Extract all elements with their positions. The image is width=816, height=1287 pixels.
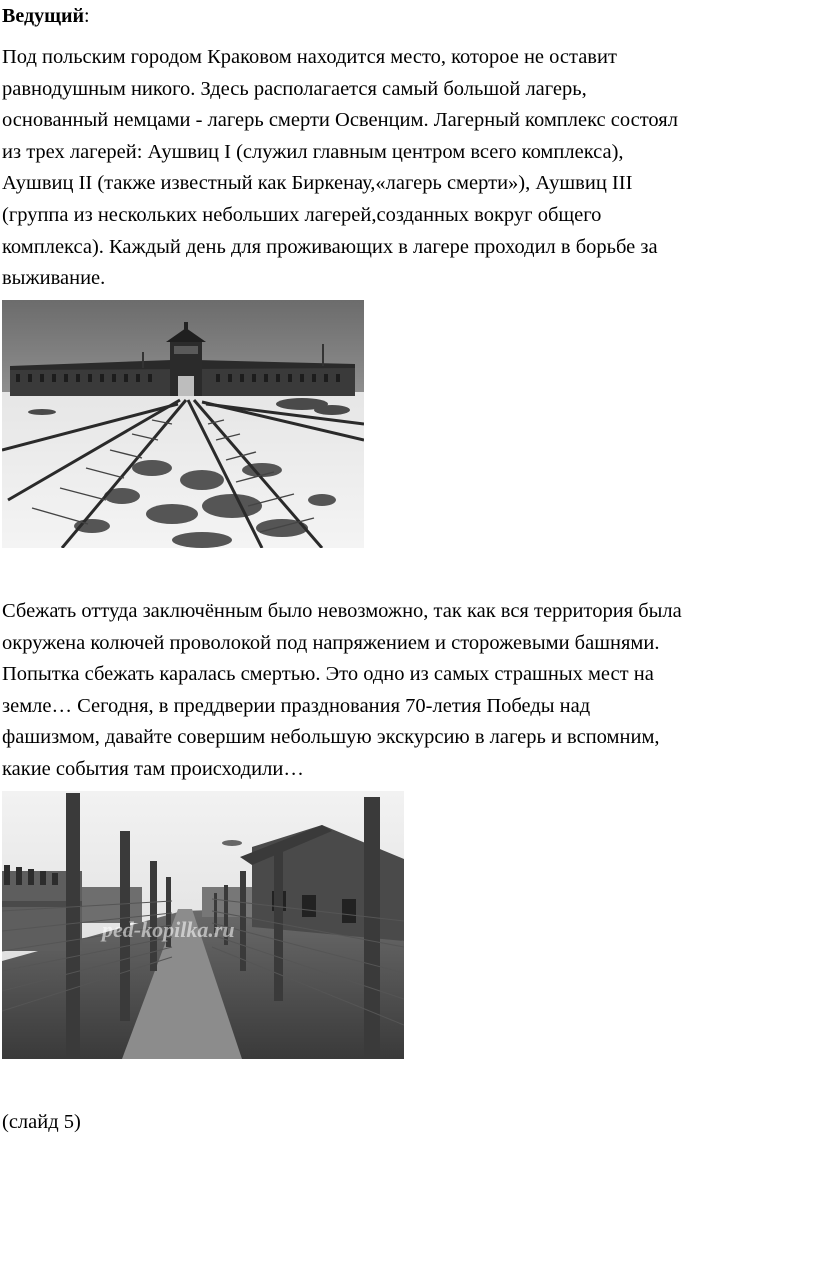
paragraph-line: земле… Сегодня, в преддверии празднования 70-летия Победы над bbox=[2, 694, 591, 717]
barbed-wire-fence-photo bbox=[2, 791, 404, 1059]
paragraph-line: комплекса). Каждый день для проживающих в лагере проходил в борьбе за bbox=[2, 235, 658, 258]
intro-paragraph bbox=[2, 42, 814, 295]
paragraph-line: выживание. bbox=[2, 267, 106, 290]
paragraph-line: Под польским городом Краковом находится место, которое не оставит bbox=[2, 46, 617, 68]
paragraph-line: основанный немцами - лагерь смерти Освенцим. Лагерный комплекс состоял bbox=[2, 109, 678, 132]
paragraph-line: окружена колючей проволокой под напряжением и сторожевыми башнями. bbox=[2, 631, 660, 654]
photo-watermark: ped-kopilka.ru bbox=[102, 917, 235, 942]
paragraph-line: фашизмом, давайте совершим небольшую экскурсию в лагерь и вспомним, bbox=[2, 726, 660, 749]
paragraph-line: Попытка сбежать каралась смертью. Это одно из самых страшных мест на bbox=[2, 663, 654, 686]
camp-gate-railway-photo bbox=[2, 300, 364, 548]
paragraph-line: какие события там происходили… bbox=[2, 757, 304, 780]
escape-paragraph bbox=[2, 596, 814, 786]
slide-reference: (слайд 5) bbox=[2, 1111, 81, 1133]
paragraph-line: равнодушным никого. Здесь располагается самый большой лагерь, bbox=[2, 77, 587, 100]
paragraph-line: из трех лагерей: Аушвиц I (служил главным центром всего комплекса), bbox=[2, 140, 624, 163]
paragraph-line: Сбежать оттуда заключённым было невозможно, так как вся территория была bbox=[2, 600, 682, 622]
speaker-colon: : bbox=[84, 5, 90, 27]
speaker-label: Ведущий bbox=[2, 5, 85, 27]
paragraph-line: (группа из нескольких небольших лагерей,созданных вокруг общего bbox=[2, 203, 602, 226]
speaker-heading bbox=[2, 4, 90, 28]
paragraph-line: Аушвиц II (также известный как Биркенау,«лагерь смерти»), Аушвиц III bbox=[2, 172, 633, 195]
